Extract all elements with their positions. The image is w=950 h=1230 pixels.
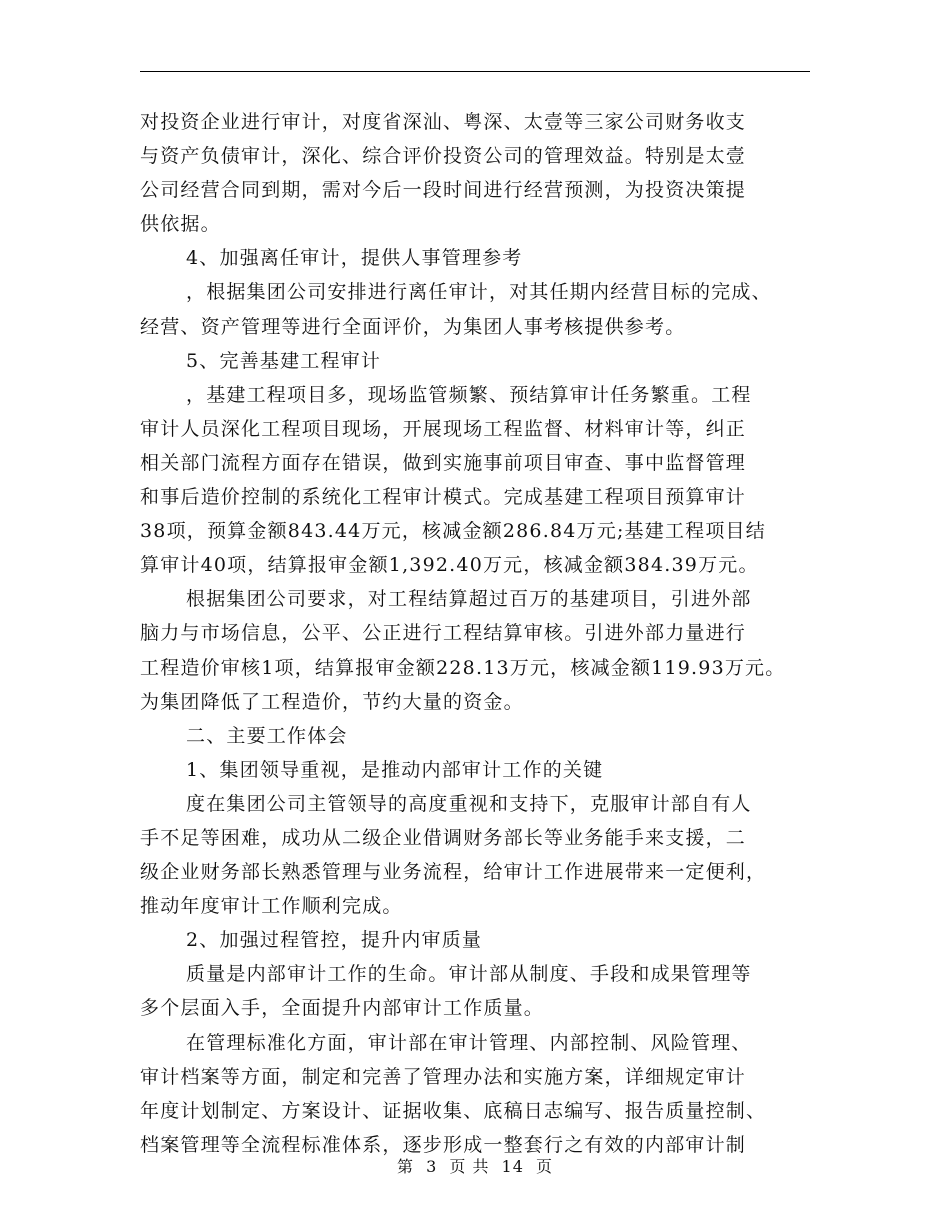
- text-line: 多个层面入手，全面提升内部审计工作质量。: [140, 997, 545, 1020]
- text-line: 和事后造价控制的系统化工程审计模式。完成基建工程项目预算审计: [140, 486, 747, 509]
- footer-page-number: 3: [426, 1157, 438, 1176]
- footer-prefix: 第: [396, 1157, 414, 1176]
- text-line: 公司经营合同到期，需对今后一段时间进行经营预测，为投资决策提: [140, 179, 747, 202]
- text-line: 脑力与市场信息，公平、公正进行工程结算审核。引进外部力量进行: [140, 622, 747, 645]
- text-line: 对投资企业进行审计，对度省深汕、粤深、太壹等三家公司财务收支: [140, 111, 747, 133]
- footer-suffix: 页: [536, 1157, 554, 1176]
- text-line: 二、主要工作体会: [186, 724, 348, 747]
- page-footer: [0, 1154, 950, 1177]
- text-line: 推动年度审计工作顺利完成。: [140, 895, 403, 918]
- text-line: 手不足等困难，成功从二级企业借调财务部长等业务能手来支援，二: [140, 826, 747, 849]
- text-line: 5、完善基建工程审计: [186, 349, 382, 372]
- text-line: 年度计划制定、方案设计、证据收集、底稿日志编写、报告质量控制、: [140, 1099, 767, 1122]
- text-line: ，根据集团公司安排进行离任审计，对其任期内经营目标的完成、: [186, 281, 772, 304]
- footer-total-pages: 14: [501, 1157, 524, 1176]
- text-line: 与资产负债审计，深化、综合评价投资公司的管理效益。特别是太壹: [140, 145, 747, 168]
- text-line: 根据集团公司要求，对工程结算超过百万的基建项目，引进外部: [186, 588, 752, 611]
- text-line: 质量是内部审计工作的生命。审计部从制度、手段和成果管理等: [186, 963, 752, 986]
- text-line: 级企业财务部长熟悉管理与业务流程，给审计工作进展带来一定便利，: [140, 861, 767, 884]
- document-body: [140, 105, 830, 1162]
- text-line: 38项，预算金额843.44万元，核减金额286.84万元;基建工程项目结: [140, 520, 766, 543]
- text-line: 1、集团领导重视，是推动内部审计工作的关键: [186, 758, 604, 781]
- text-line: 档案管理等全流程标准体系，逐步形成一整套行之有效的内部审计制: [140, 1133, 747, 1156]
- text-line: 经营、资产管理等进行全面评价，为集团人事考核提供参考。: [140, 315, 686, 338]
- text-line: 在管理标准化方面，审计部在审计管理、内部控制、风险管理、: [186, 1031, 752, 1054]
- header-rule: [140, 71, 810, 72]
- text-line: ，基建工程项目多，现场监管频繁、预结算审计任务繁重。工程: [186, 383, 752, 406]
- footer-middle: 页 共: [449, 1157, 490, 1176]
- text-line: 算审计40项，结算报审金额1,392.40万元，核减金额384.39万元。: [140, 554, 759, 577]
- text-line: 4、加强离任审计，提供人事管理参考: [186, 247, 523, 270]
- text-line: 工程造价审核1项，结算报审金额228.13万元，核减金额119.93万元。: [140, 656, 786, 679]
- text-line: 审计人员深化工程项目现场，开展现场工程监督、材料审计等，纠正: [140, 417, 747, 440]
- text-line: 2、加强过程管控，提升内审质量: [186, 929, 483, 952]
- text-line: 审计档案等方面，制定和完善了管理办法和实施方案，详细规定审计: [140, 1065, 747, 1088]
- text-line: 相关部门流程方面存在错误，做到实施事前项目审查、事中监督管理: [140, 451, 747, 474]
- text-line: 为集团降低了工程造价，节约大量的资金。: [140, 690, 524, 713]
- text-line: 度在集团公司主管领导的高度重视和支持下，克服审计部自有人: [186, 792, 752, 815]
- text-line: 供依据。: [140, 213, 221, 236]
